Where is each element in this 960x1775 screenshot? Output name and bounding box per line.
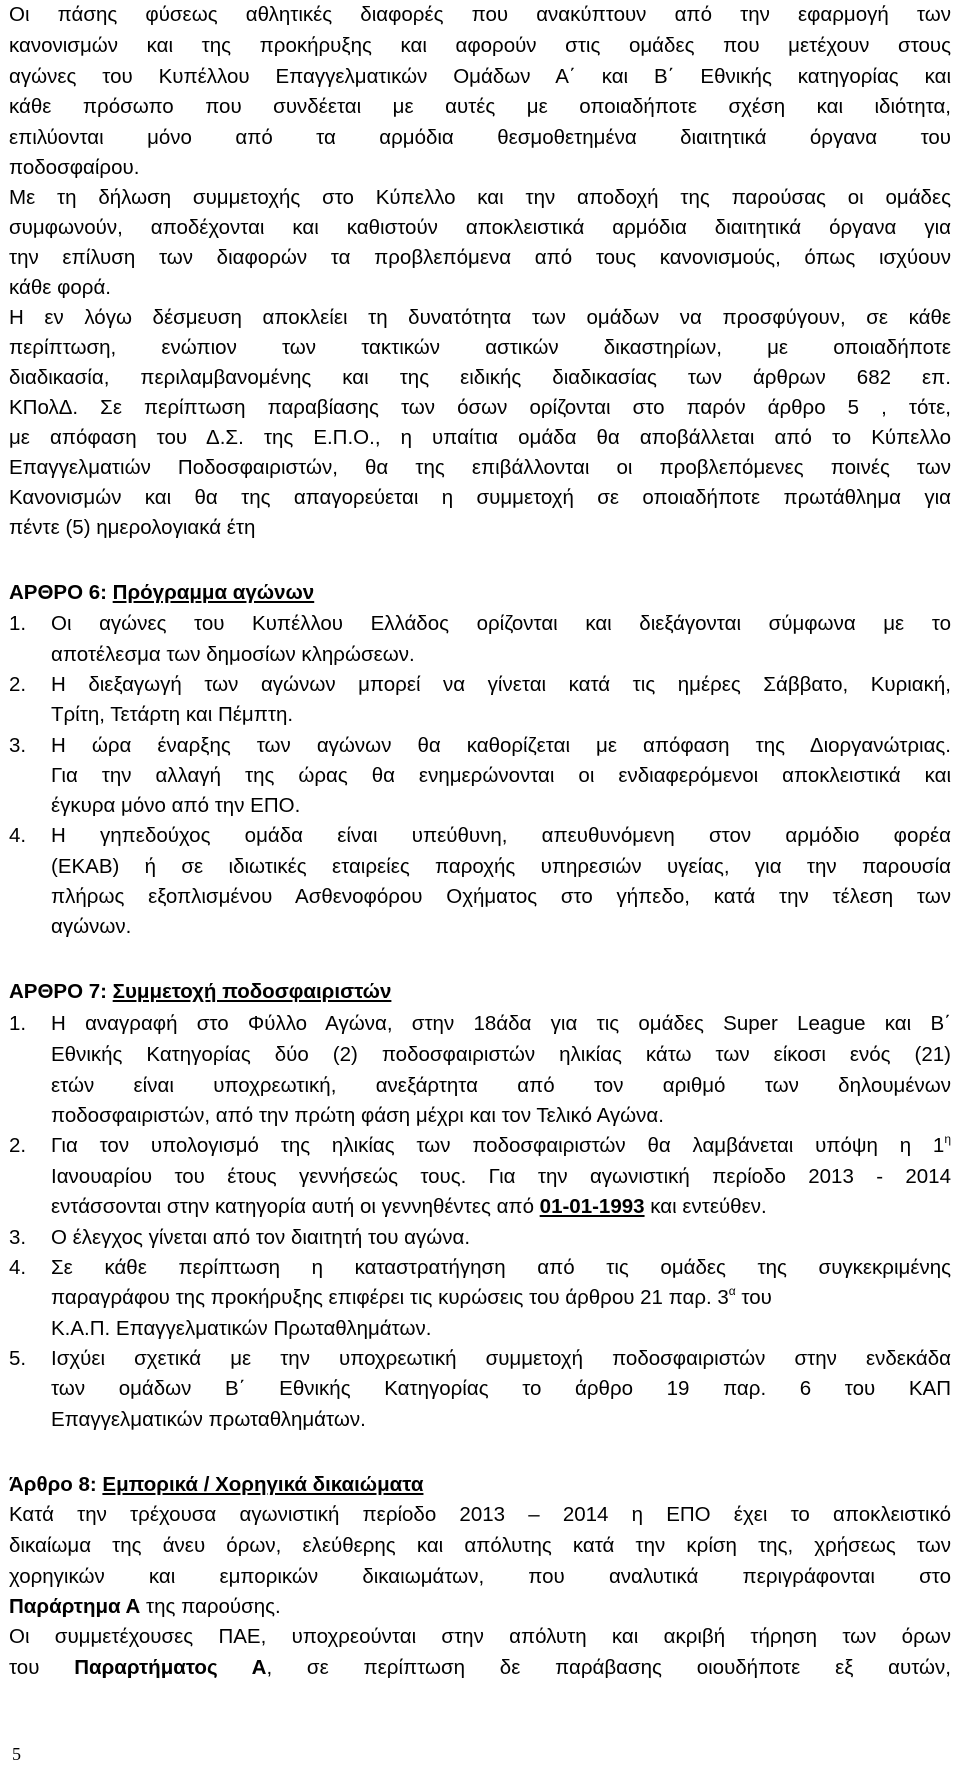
annex-reference: Παράρτημα Α xyxy=(9,1595,141,1618)
article-6-heading xyxy=(9,578,951,608)
text-line: Κατά την τρέχουσα αγωνιστική περίοδο 2013 – 2014 η ΕΠΟ έχει το αποκλειστικό xyxy=(9,1503,951,1526)
item-number: 5. xyxy=(9,1347,27,1370)
text-line: Σε κάθε περίπτωση η καταστρατήγηση από τις ομάδες της συγκεκριμένης xyxy=(51,1256,951,1279)
article-label: ΑΡΘΡΟ 6: xyxy=(9,581,107,604)
text-line: επιλύονται μόνο από τα αρμόδια θεσμοθετημένα διαιτητικά όργανα του xyxy=(9,126,951,149)
text-line: Οι πάσης φύσεως αθλητικές διαφορές που ανακύπτουν από την εφαρμογή των xyxy=(9,3,951,26)
article-8-heading xyxy=(9,1470,951,1500)
text-line: πλήρως εξοπλισμένου Ασθενοφόρου Οχήματος στο γήπεδο, κατά την τέλεση των xyxy=(51,885,951,908)
text-line: αγώνων. xyxy=(51,915,132,938)
birthdate-cutoff: 01-01-1993 xyxy=(539,1195,645,1218)
text-line: Επαγγελματικών πρωταθλημάτων. xyxy=(51,1408,366,1431)
item-number: 1. xyxy=(9,612,27,635)
text-run: παραγράφου της προκήρυξης επιφέρει τις κυρώσεις του άρθρου 21 παρ. 3 xyxy=(51,1286,729,1309)
article-title: Συμμετοχή ποδοσφαιριστών xyxy=(112,980,392,1003)
text-line: με απόφαση του Δ.Σ. της Ε.Π.Ο., η υπαίτια ομάδα θα αποβάλλεται από το Κύπελλο xyxy=(9,426,951,449)
article-label: Άρθρο 8: xyxy=(9,1473,97,1496)
text-line: Τρίτη, Τετάρτη και Πέμπτη. xyxy=(51,703,294,726)
text-line: δικαίωμα της άνευ όρων, ελεύθερης και απόλυτης κατά την κρίση της, χρήσεως των xyxy=(9,1534,951,1557)
text-line: Κ.Α.Π. Επαγγελματικών Πρωταθλημάτων. xyxy=(51,1317,432,1340)
text-line: Ισχύει σχετικά με την υποχρεωτική συμμετοχή ποδοσφαιριστών στην ενδεκάδα xyxy=(51,1347,951,1370)
text-line: ποδοσφαίρου. xyxy=(9,156,140,179)
text-line: κάθε πρόσωπο που συνδέεται με αυτές με οποιαδήποτε σχέση και ιδιότητα, xyxy=(9,95,951,118)
text-run: του xyxy=(9,1656,75,1679)
text-line: ΚΠολΔ. Σε περίπτωση παραβίασης των όσων ορίζονται στο παρόν άρθρο 5 , τότε, xyxy=(9,396,951,419)
text-line xyxy=(51,1192,951,1222)
text-run: και εντεύθεν. xyxy=(644,1195,767,1218)
text-line: Ο έλεγχος γίνεται από τον διαιτητή του αγώνα. xyxy=(51,1226,471,1249)
text-line: συμφωνούν, αποδέχονται και καθιστούν αποκλειστικά αρμόδια διαιτητικά όργανα για xyxy=(9,216,951,239)
annex-reference: Παραρτήματος Α xyxy=(74,1656,267,1679)
text-line: την επίλυση των διαφορών τα προβλεπόμενα από τους κανονισμούς, όπως ισχύουν xyxy=(9,246,951,269)
text-line: Με τη δήλωση συμμετοχής στο Κύπελλο και την αποδοχή της παρούσας οι ομάδες xyxy=(9,186,951,209)
item-number: 2. xyxy=(9,1134,27,1157)
text-line: Η ώρα έναρξης των αγώνων θα καθορίζεται με απόφαση της Διοργανώτριας. xyxy=(51,734,951,757)
superscript: η xyxy=(944,1132,951,1146)
text-line: περίπτωση, ενώπιον των τακτικών αστικών δικαστηρίων, με οποιαδήποτε xyxy=(9,336,951,359)
text-line xyxy=(51,1131,951,1161)
text-run: , σε περίπτωση δε παράβασης οιουδήποτε εξ αυτών, xyxy=(266,1656,951,1679)
text-line: κάθε φορά. xyxy=(9,276,111,299)
text-line: Επαγγελματιών Ποδοσφαιριστών, θα της επιβάλλονται οι προβλεπόμενες ποινές των xyxy=(9,456,951,479)
item-number: 4. xyxy=(9,824,27,847)
text-line: των ομάδων Β΄ Εθνικής Κατηγορίας το άρθρο 19 παρ. 6 του ΚΑΠ xyxy=(51,1377,951,1400)
text-line: Εθνικής Κατηγορίας δύο (2) ποδοσφαιριστών ηλικίας κάτω των είκοσι ενός (21) xyxy=(51,1043,951,1066)
text-line: διαδικασία, περιλαμβανομένης και της ειδικής διαδικασίας των άρθρων 682 επ. xyxy=(9,366,951,389)
text-line: Οι συμμετέχουσες ΠΑΕ, υποχρεούνται στην απόλυτη και ακριβή τήρηση των όρων xyxy=(9,1625,951,1648)
article-title: Εμπορικά / Χορηγικά δικαιώματα xyxy=(102,1473,424,1496)
text-line: αγώνες του Κυπέλλου Επαγγελματικών Ομάδων Α΄ και Β΄ Εθνικής κατηγορίας και xyxy=(9,65,951,88)
text-line: Η εν λόγω δέσμευση αποκλείει τη δυνατότητα των ομάδων να προσφύγουν, σε κάθε xyxy=(9,306,951,329)
text-line: ετών είναι υποχρεωτική, ανεξάρτητα από τον αριθμό των δηλουμένων xyxy=(51,1074,951,1097)
text-line: Για την αλλαγή της ώρας θα ενημερώνονται οι ενδιαφερόμενοι αποκλειστικά και xyxy=(51,764,951,787)
text-line xyxy=(9,1592,951,1622)
text-line: Η διεξαγωγή των αγώνων μπορεί να γίνεται κατά τις ημέρες Σάββατο, Κυριακή, xyxy=(51,673,951,696)
text-line: (ΕΚΑΒ) ή σε ιδιωτικές εταιρείες παροχής υπηρεσιών υγείας, για την παρουσία xyxy=(51,855,951,878)
text-run: του xyxy=(735,1286,772,1309)
text-line: χορηγικών και εμπορικών δικαιωμάτων, που αναλυτικά περιγράφονται στο xyxy=(9,1565,951,1588)
article-title: Πρόγραμμα αγώνων xyxy=(112,581,315,604)
text-line: κανονισμών και της προκήρυξης και αφορούν στις ομάδες που μετέχουν στους xyxy=(9,34,951,57)
text-run: της παρούσης. xyxy=(140,1595,281,1618)
text-line: ποδοσφαιριστών, από την πρώτη φάση μέχρι και τον Τελικό Αγώνα. xyxy=(51,1104,664,1127)
text-line xyxy=(9,1653,951,1683)
text-run: εντάσσονται στην κατηγορία αυτή οι γεννηθέντες από xyxy=(51,1195,540,1218)
page-number: 5 xyxy=(12,1744,21,1764)
text-line: αποτέλεσμα των δημοσίων κληρώσεων. xyxy=(51,643,415,666)
text-run: Για τον υπολογισμό της ηλικίας των ποδοσφαιριστών θα λαμβάνεται υπόψη η 1 xyxy=(51,1134,945,1157)
text-line: Ιανουαρίου του έτους γεννήσεώς τους. Για την αγωνιστική περίοδο 2013 - 2014 xyxy=(51,1165,951,1188)
text-line: Η αναγραφή στο Φύλλο Αγώνα, στην 18άδα για τις ομάδες Super League και Β΄ xyxy=(51,1012,951,1035)
article-7-heading xyxy=(9,977,951,1007)
text-line: έγκυρα μόνο από την ΕΠΟ. xyxy=(51,794,301,817)
text-line: πέντε (5) ημερολογιακά έτη xyxy=(9,516,256,539)
item-number: 3. xyxy=(9,734,27,757)
text-line: Η γηπεδούχος ομάδα είναι υπεύθυνη, απευθυνόμενη στον αρμόδιο φορέα xyxy=(51,824,951,847)
text-line xyxy=(51,1283,951,1313)
article-label: ΑΡΘΡΟ 7: xyxy=(9,980,107,1003)
item-number: 3. xyxy=(9,1226,27,1249)
superscript: α xyxy=(728,1284,736,1298)
item-number: 4. xyxy=(9,1256,27,1279)
item-number: 1. xyxy=(9,1012,27,1035)
item-number: 2. xyxy=(9,673,27,696)
text-line: Κανονισμών και θα της απαγορεύεται η συμμετοχή σε οποιαδήποτε πρωτάθλημα για xyxy=(9,486,951,509)
text-line: Οι αγώνες του Κυπέλλου Ελλάδος ορίζονται και διεξάγονται σύμφωνα με το xyxy=(51,612,951,635)
